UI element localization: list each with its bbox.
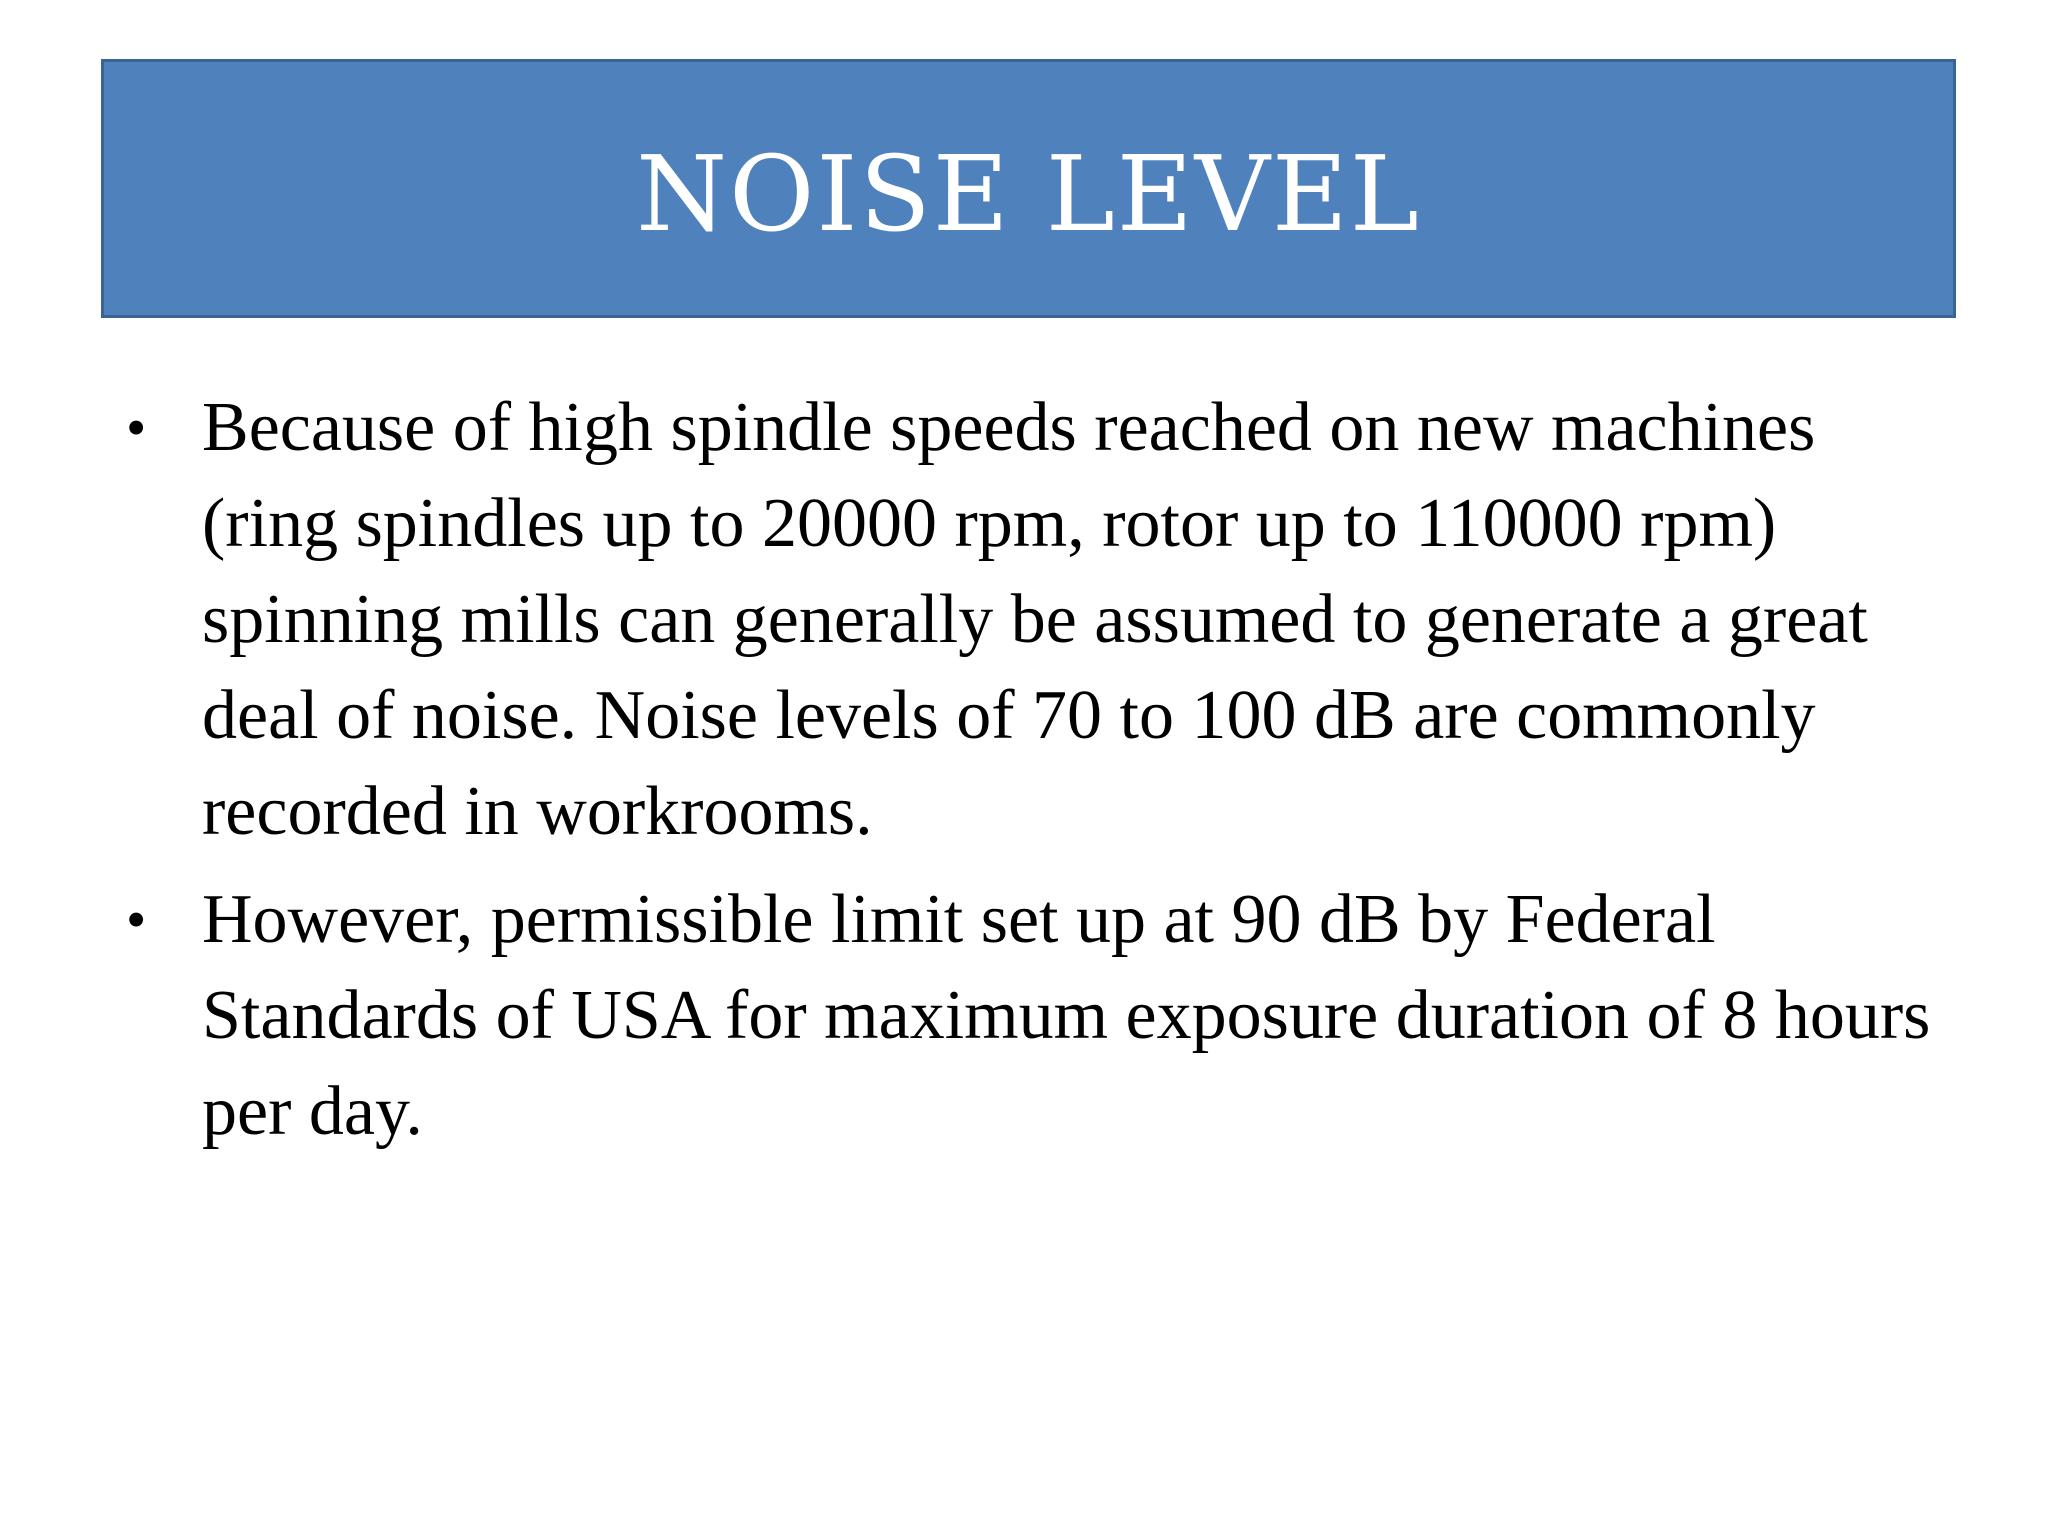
slide-title: NOISE LEVEL [636,132,1421,255]
bullet-icon: • [126,395,147,460]
bullet-text: Because of high spindle speeds reached on new machines (ring spindles up to 20000 rpm, rotor up to 110000 rpm) spinning mills can generally be assumed to generate a great deal of noise. Noise levels of 70 to 100 dB are commonly recorded in workrooms. [202,389,1868,850]
bullet-list [122,380,1962,1172]
title-banner [101,59,1956,318]
bullet-item [122,872,1962,1160]
bullet-text: However, permissible limit set up at 90 dB by Federal Standards of USA for maximum exposure duration of 8 hours per day. [202,881,1931,1150]
bullet-icon: • [126,887,147,952]
bullet-item [122,380,1962,860]
